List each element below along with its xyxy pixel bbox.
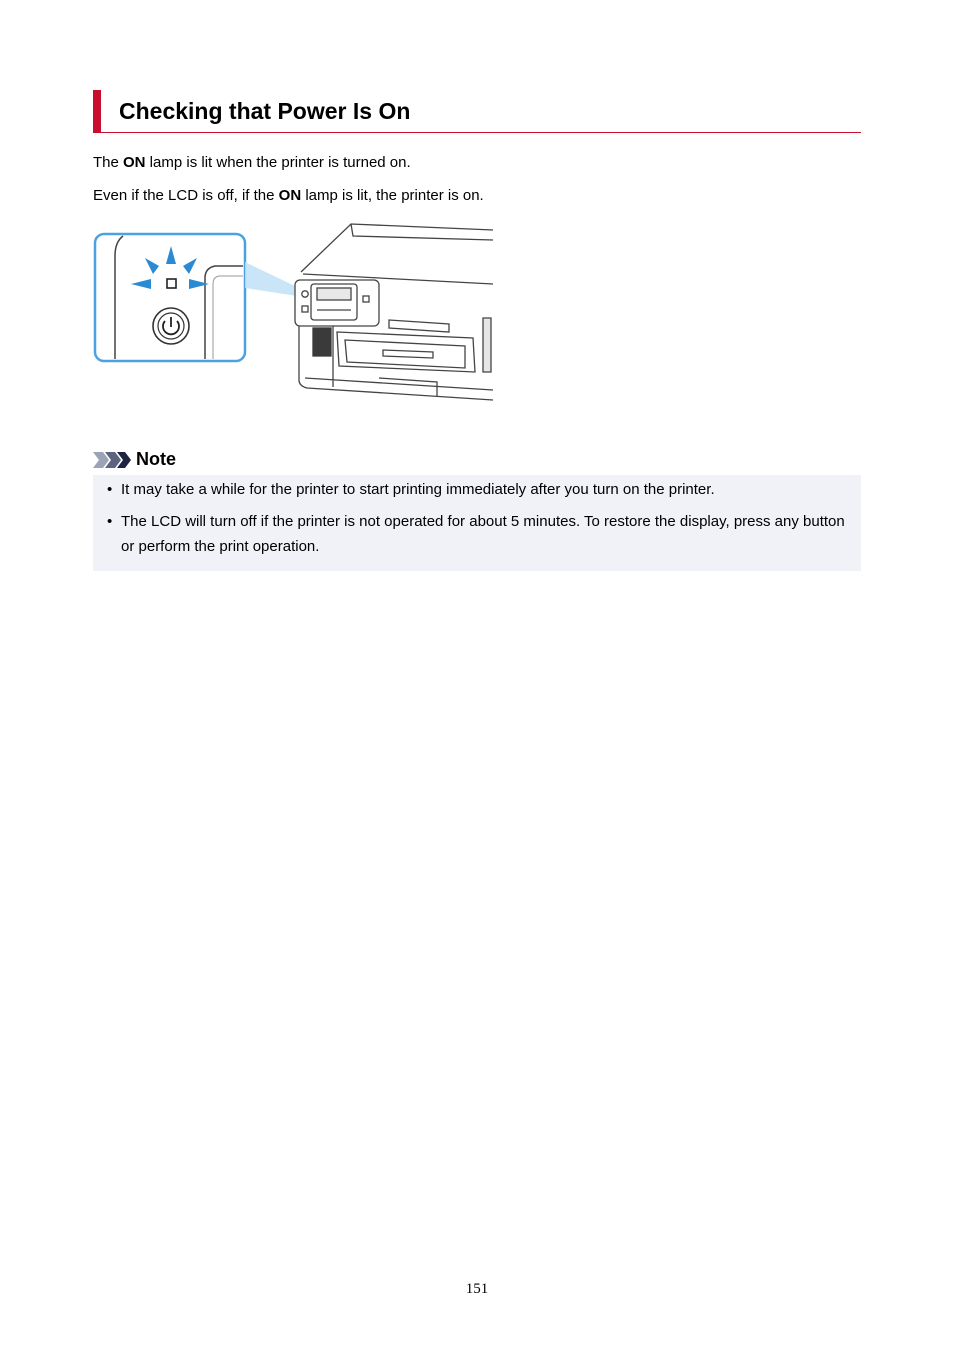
intro-paragraph-1 — [93, 153, 411, 173]
power-button-icon — [153, 308, 189, 344]
note-chevrons-icon — [93, 452, 133, 468]
list-item — [107, 477, 851, 502]
printer-on-lamp-illustration — [93, 222, 493, 432]
printer-icon — [295, 224, 493, 400]
page-title: Checking that Power Is On — [119, 98, 411, 124]
on-lamp-label: ON — [123, 154, 146, 171]
note-item-text: It may take a while for the printer to start printing immediately after you turn on the printer. — [121, 481, 715, 498]
intro-text: Even if the LCD is off, if the — [93, 187, 279, 204]
intro-paragraph-2 — [93, 186, 484, 206]
on-lamp-icon — [167, 279, 176, 288]
list-item — [107, 509, 851, 559]
bullet-icon: • — [107, 481, 113, 498]
note-label: Note — [136, 449, 176, 469]
on-lamp-label: ON — [278, 187, 302, 204]
callout-beam — [245, 262, 299, 296]
note-box — [93, 475, 861, 571]
on-lamp-closeup — [95, 234, 245, 361]
page-number: 151 — [465, 1281, 489, 1297]
heading-accent-bar — [93, 90, 101, 133]
intro-text: The — [93, 154, 124, 171]
section-heading — [93, 90, 861, 133]
intro-text: lamp is lit when the printer is turned on. — [145, 154, 411, 171]
intro-text: lamp is lit, the printer is on. — [301, 187, 484, 204]
bullet-icon: • — [107, 513, 113, 530]
note-item-text: The LCD will turn off if the printer is not operated for about 5 minutes. To restore the display, press any button or perform the print operation. — [121, 513, 845, 555]
